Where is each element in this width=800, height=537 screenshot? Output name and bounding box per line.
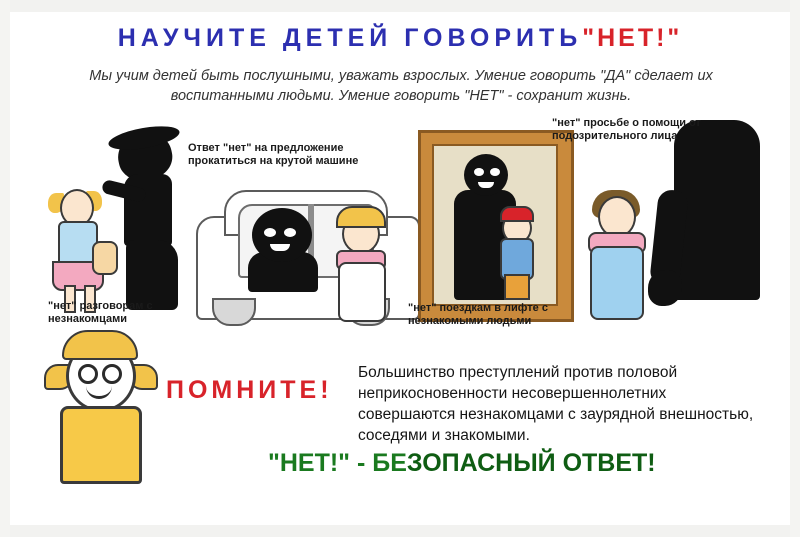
remember-heading: ПОМНИТЕ! [166,376,333,404]
elevator-stranger-eye-right [490,168,500,176]
caption-car-offer: Ответ "нет" на предложение прокатиться на крутой машине [188,142,359,167]
poster-edge-left [0,0,10,537]
dark-figure-hand [648,270,682,306]
illustration-big-child-face [42,330,172,505]
poster-title [0,24,800,53]
caption-talking-to-strangers: "нет" разговорам с незнакомцами [48,300,153,325]
poster-subtitle: Мы учим детей быть послушными, уважать взрослых. Умение говорить "ДА" сделает их воспитанными людьми. Умение говорить "НЕТ" - сохранит жизнь. [89,68,713,104]
poster-title-main: НАУЧИТЕ ДЕТЕЙ ГОВОРИТЬ [117,24,583,52]
illustration-child-near-car [330,206,410,326]
body-paragraph: Большинство преступлений против половой неприкосновенности несовершеннолетних совершаются незнакомцами с заурядной внешностью, соседями и знакомыми. [358,364,754,444]
driver-eye-right [284,228,296,237]
elevator-child-legs [504,274,530,300]
poster-title-accent: "НЕТ!" [582,24,683,52]
slogan-prefix: "НЕТ!" - БЕ [268,449,407,477]
elevator-stranger-head [464,154,508,196]
elevator-stranger-eye-left [474,168,484,176]
big-child-hair [62,330,138,360]
slogan-rest: ЗОПАСНЫЙ ОТВЕТ! [406,449,656,477]
big-child-eye-left [78,364,98,384]
driver-eye-left [264,228,276,237]
caption-elevator-ride: "нет" поездкам в лифте с незнакомыми людьми [408,302,548,327]
big-child-overall [60,406,142,484]
child-near-car-cap [336,206,386,228]
illustration-dark-figure-right [664,120,774,320]
right-child-body [590,246,644,320]
illustration-dark-driver [248,208,320,286]
illustration-elevator [418,130,568,316]
poster-edge-top [0,0,800,12]
driver-head [252,208,312,262]
child-near-car-body [338,262,386,322]
caption-help-request: "нет" просьбе о помощи от подозрительного лица [552,117,701,142]
poster-edge-bottom [0,525,800,537]
poster-edge-right [790,0,800,537]
elevator-child [494,206,538,298]
big-child-eye-right [102,364,122,384]
slogan [268,449,768,478]
elevator-child-cap [500,206,534,222]
car-wheel-front [212,298,256,326]
